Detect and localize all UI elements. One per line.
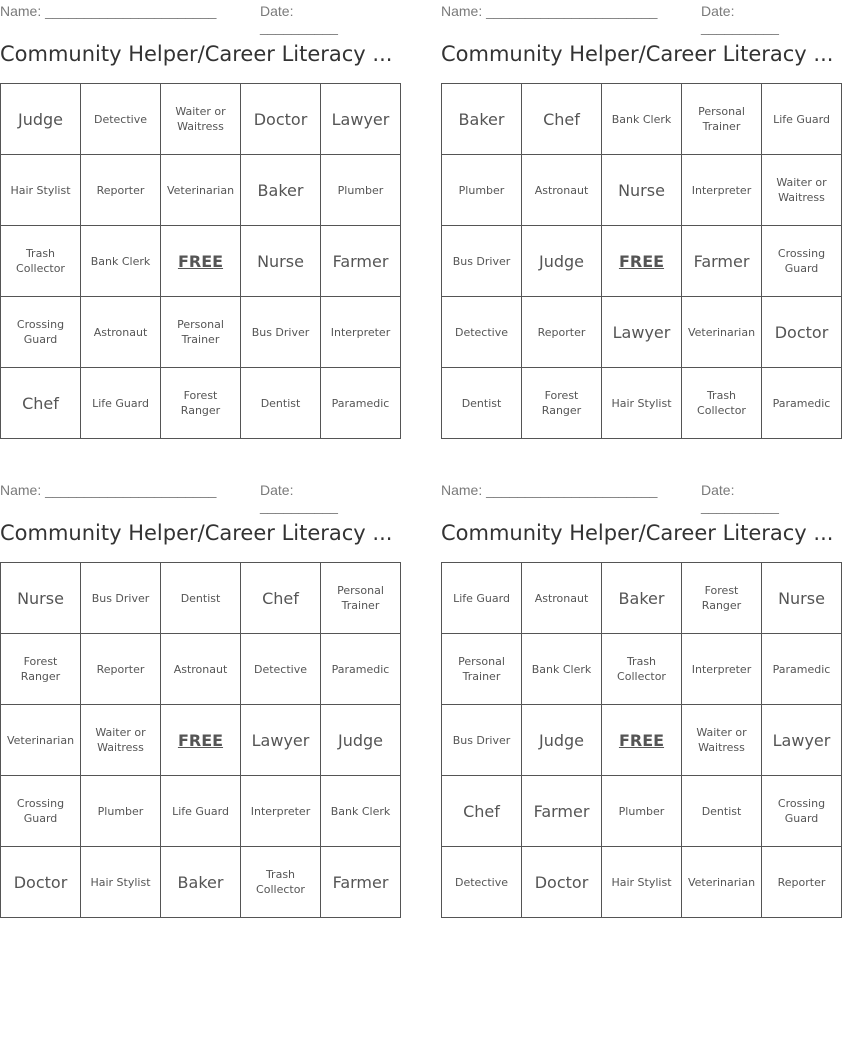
bingo-cell: Plumber <box>602 776 682 847</box>
bingo-cell: Interpreter <box>682 634 762 705</box>
bingo-cell: Doctor <box>522 847 602 918</box>
bingo-cell: Crossing Guard <box>1 776 81 847</box>
bingo-cell: Waiter or Waitress <box>762 155 842 226</box>
bingo-cell: Hair Stylist <box>1 155 81 226</box>
bingo-cell: Baker <box>161 847 241 918</box>
bingo-cell: Veterinarian <box>161 155 241 226</box>
bingo-cell: Lawyer <box>762 705 842 776</box>
bingo-cell: Doctor <box>241 84 321 155</box>
date-line: Date: __________ <box>260 482 338 514</box>
bingo-grid <box>0 83 401 439</box>
date-line: Date: __________ <box>701 3 779 35</box>
bingo-cell: Astronaut <box>81 297 161 368</box>
bingo-cell: Personal Trainer <box>321 563 401 634</box>
bingo-cell: Baker <box>241 155 321 226</box>
bingo-cell: Paramedic <box>762 368 842 439</box>
bingo-cell: Dentist <box>442 368 522 439</box>
bingo-cell: Detective <box>442 847 522 918</box>
grid-row <box>442 634 842 705</box>
bingo-cell: Forest Ranger <box>522 368 602 439</box>
bingo-cell: Plumber <box>81 776 161 847</box>
grid-row <box>442 847 842 918</box>
bingo-cell: Lawyer <box>602 297 682 368</box>
name-line: Name: ______________________ <box>441 482 658 498</box>
free-space-cell: FREE <box>602 226 682 297</box>
free-space-cell: FREE <box>161 705 241 776</box>
bingo-cell: Hair Stylist <box>602 368 682 439</box>
grid-row <box>1 847 401 918</box>
grid-row <box>442 368 842 439</box>
bingo-cell: Life Guard <box>442 563 522 634</box>
bingo-cell: Judge <box>522 705 602 776</box>
bingo-cell: Baker <box>602 563 682 634</box>
bingo-cell: Life Guard <box>762 84 842 155</box>
bingo-cell: Plumber <box>442 155 522 226</box>
bingo-cell: Astronaut <box>522 155 602 226</box>
grid-row <box>442 776 842 847</box>
bingo-cell: Waiter or Waitress <box>81 705 161 776</box>
grid-row <box>442 155 842 226</box>
name-date-row <box>441 0 816 35</box>
grid-row <box>1 634 401 705</box>
bingo-cell: Nurse <box>241 226 321 297</box>
bingo-cell: Life Guard <box>161 776 241 847</box>
bingo-cell: Doctor <box>1 847 81 918</box>
bingo-cell: Personal Trainer <box>161 297 241 368</box>
grid-row <box>442 705 842 776</box>
bingo-cell: Reporter <box>522 297 602 368</box>
bingo-cell: Trash Collector <box>602 634 682 705</box>
name-date-row <box>0 0 375 35</box>
bingo-cell: Bus Driver <box>241 297 321 368</box>
card-title: Community Helper/Career Literacy ... <box>0 42 393 66</box>
bingo-grid <box>441 83 842 439</box>
bingo-grid <box>441 562 842 918</box>
card-title: Community Helper/Career Literacy ... <box>0 521 393 545</box>
bingo-cell: Veterinarian <box>682 297 762 368</box>
bingo-cell: Reporter <box>762 847 842 918</box>
bingo-cell: Reporter <box>81 155 161 226</box>
grid-row <box>442 226 842 297</box>
bingo-cell: Life Guard <box>81 368 161 439</box>
bingo-grid <box>0 562 401 918</box>
name-date-row <box>441 479 816 514</box>
bingo-cell: Detective <box>442 297 522 368</box>
bingo-cell: Hair Stylist <box>602 847 682 918</box>
bingo-cell: Bus Driver <box>81 563 161 634</box>
card-title: Community Helper/Career Literacy ... <box>441 42 834 66</box>
bingo-cell: Lawyer <box>241 705 321 776</box>
bingo-cell: Dentist <box>161 563 241 634</box>
bingo-cell: Forest Ranger <box>1 634 81 705</box>
name-line: Name: ______________________ <box>0 3 217 19</box>
bingo-cell: Bank Clerk <box>81 226 161 297</box>
bingo-cell: Trash Collector <box>1 226 81 297</box>
grid-row <box>1 705 401 776</box>
date-line: Date: __________ <box>260 3 338 35</box>
grid-row <box>442 297 842 368</box>
grid-row <box>1 226 401 297</box>
bingo-cell: Forest Ranger <box>682 563 762 634</box>
bingo-cell: Reporter <box>81 634 161 705</box>
bingo-cell: Detective <box>241 634 321 705</box>
bingo-cell: Crossing Guard <box>762 776 842 847</box>
bingo-cell: Paramedic <box>321 368 401 439</box>
bingo-cell: Interpreter <box>682 155 762 226</box>
bingo-cell: Chef <box>241 563 321 634</box>
bingo-cell: Interpreter <box>321 297 401 368</box>
bingo-cell: Veterinarian <box>682 847 762 918</box>
bingo-cell: Chef <box>522 84 602 155</box>
bingo-cell: Doctor <box>762 297 842 368</box>
bingo-cell: Dentist <box>682 776 762 847</box>
date-line: Date: __________ <box>701 482 779 514</box>
bingo-cell: Plumber <box>321 155 401 226</box>
bingo-cell: Judge <box>1 84 81 155</box>
bingo-cell: Bank Clerk <box>522 634 602 705</box>
free-space-cell: FREE <box>602 705 682 776</box>
grid-row <box>1 84 401 155</box>
grid-row <box>442 563 842 634</box>
name-line: Name: ______________________ <box>441 3 658 19</box>
bingo-cell: Astronaut <box>161 634 241 705</box>
bingo-cell: Astronaut <box>522 563 602 634</box>
bingo-cell: Farmer <box>321 847 401 918</box>
grid-row <box>1 776 401 847</box>
bingo-cell: Lawyer <box>321 84 401 155</box>
bingo-cell: Crossing Guard <box>1 297 81 368</box>
bingo-cell: Personal Trainer <box>682 84 762 155</box>
bingo-cell: Detective <box>81 84 161 155</box>
bingo-cell: Nurse <box>602 155 682 226</box>
bingo-cell: Farmer <box>321 226 401 297</box>
bingo-cell: Personal Trainer <box>442 634 522 705</box>
bingo-cell: Veterinarian <box>1 705 81 776</box>
bingo-cell: Judge <box>522 226 602 297</box>
bingo-cell: Crossing Guard <box>762 226 842 297</box>
bingo-cell: Farmer <box>522 776 602 847</box>
bingo-cell: Waiter or Waitress <box>161 84 241 155</box>
bingo-cell: Forest Ranger <box>161 368 241 439</box>
free-space-cell: FREE <box>161 226 241 297</box>
bingo-cell: Paramedic <box>321 634 401 705</box>
bingo-cell: Dentist <box>241 368 321 439</box>
bingo-cell: Trash Collector <box>682 368 762 439</box>
bingo-cell: Bus Driver <box>442 705 522 776</box>
bingo-cell: Bank Clerk <box>602 84 682 155</box>
bingo-cell: Hair Stylist <box>81 847 161 918</box>
name-line: Name: ______________________ <box>0 482 217 498</box>
bingo-cell: Farmer <box>682 226 762 297</box>
bingo-cell: Bank Clerk <box>321 776 401 847</box>
bingo-cell: Judge <box>321 705 401 776</box>
bingo-cell: Nurse <box>762 563 842 634</box>
grid-row <box>1 368 401 439</box>
grid-row <box>1 563 401 634</box>
bingo-cell: Chef <box>442 776 522 847</box>
bingo-cell: Chef <box>1 368 81 439</box>
grid-row <box>442 84 842 155</box>
card-title: Community Helper/Career Literacy ... <box>441 521 834 545</box>
bingo-cell: Interpreter <box>241 776 321 847</box>
bingo-cell: Waiter or Waitress <box>682 705 762 776</box>
bingo-cell: Bus Driver <box>442 226 522 297</box>
name-date-row <box>0 479 375 514</box>
bingo-cell: Paramedic <box>762 634 842 705</box>
grid-row <box>1 297 401 368</box>
bingo-cell: Trash Collector <box>241 847 321 918</box>
grid-row <box>1 155 401 226</box>
bingo-cell: Nurse <box>1 563 81 634</box>
bingo-cell: Baker <box>442 84 522 155</box>
